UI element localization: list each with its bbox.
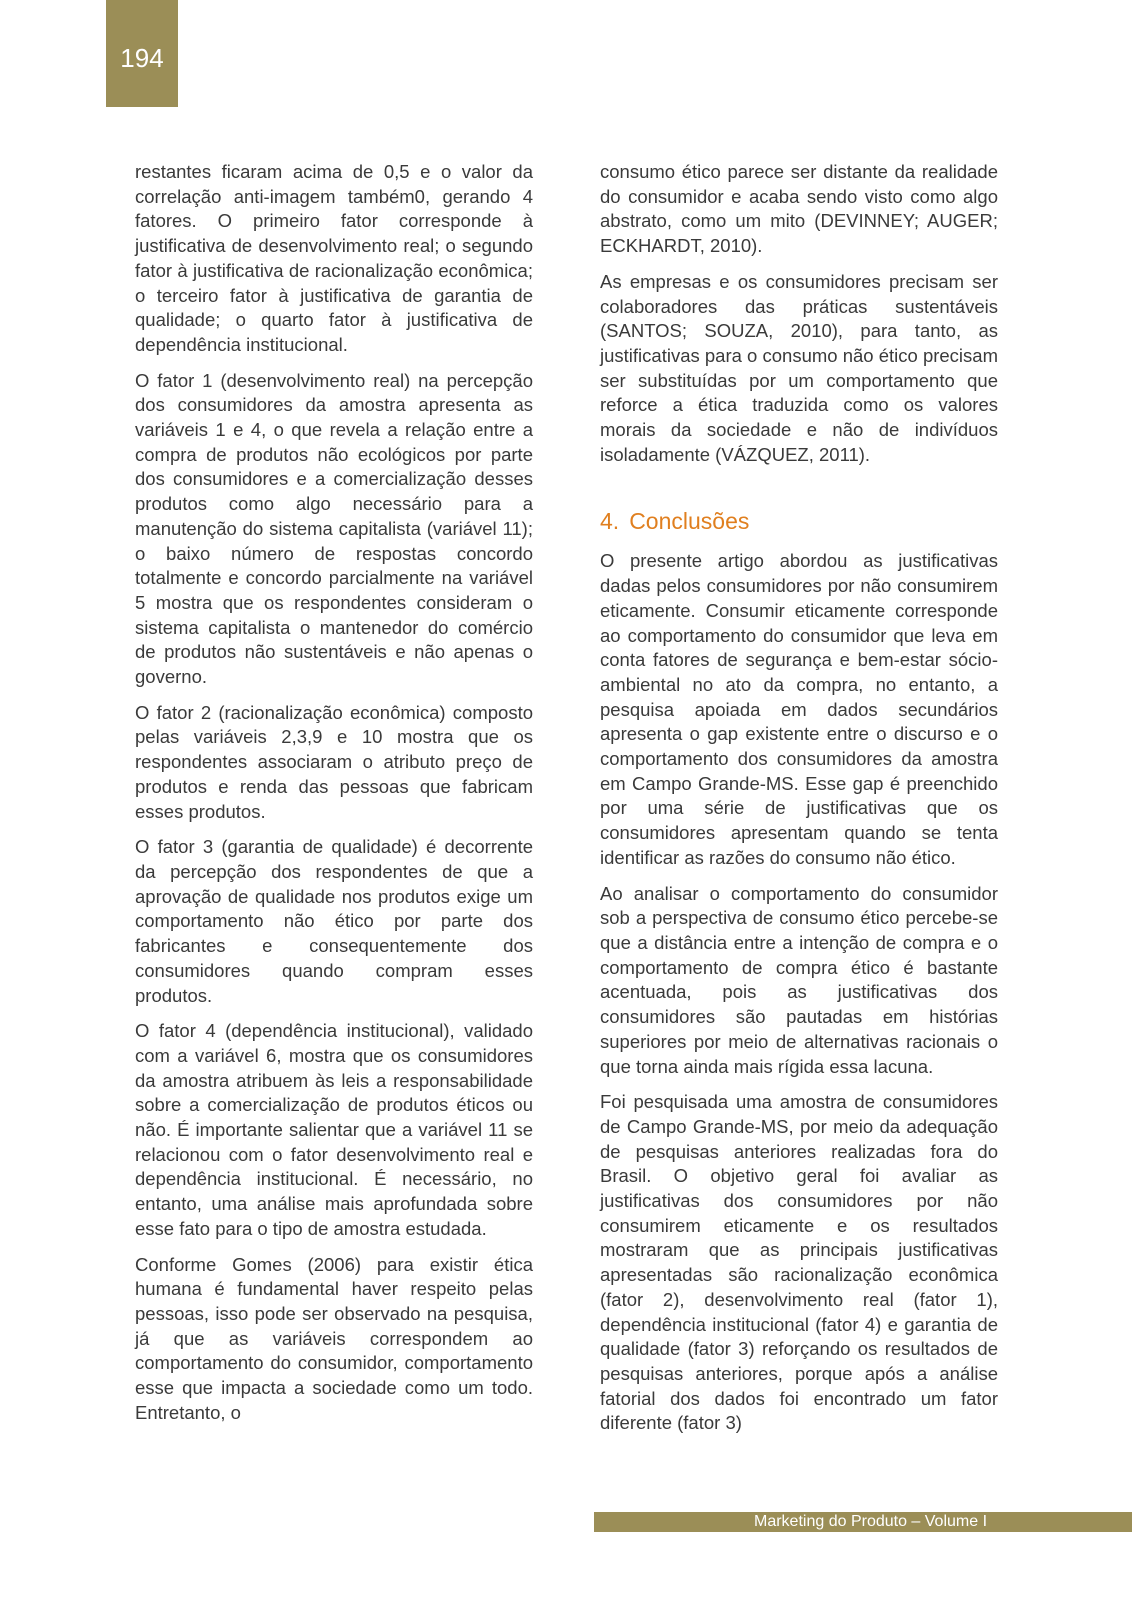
paragraph: consumo ético parece ser distante da realidade do consumidor e acaba sendo visto como algo abstrato, como um mito (DEVINNEY; AUGER; ECKHARDT, 2010). bbox=[600, 161, 998, 257]
paragraph: restantes ficaram acima de 0,5 e o valor da correlação anti-imagem também0, gerando 4 fatores. O primeiro fator corresponde à justificativa de desenvolvimento real; o segundo fator à justificativa de racionalização econômica; o terceiro fator à justificativa de garantia de qualidade; o quarto fator à justificativa de dependência institucional. bbox=[135, 161, 533, 355]
paragraph: O presente artigo abordou as justificativas dadas pelos consumidores por não consumirem eticamente. Consumir eticamente corresponde ao comportamento do consumidor que leva em conta fatores de segurança e bem-estar sócio-ambiental no ato da compra, no entanto, a pesquisa apoiada em dados secundários apresenta o gap existente entre o discurso e o comportamento dos consumidores da amostra em Campo Grande-MS. Esse gap é preenchido por uma série de justificativas que os consumidores apresentam quando se tenta identificar as razões do consumo não ético. bbox=[600, 550, 998, 868]
footer-bar bbox=[594, 1512, 1132, 1532]
paragraph: O fator 1 (desenvolvimento real) na percepção dos consumidores da amostra apresenta as variáveis 1 e 4, o que revela a relação entre a compra de produtos não ecológicos por parte dos consumidores e a comercialização desses produtos como algo necessário para a manutenção do sistema capitalista (variável 11); o baixo número de respostas concordo totalmente e concordo parcialmente na variável 5 mostra que os respondentes consideram o sistema capitalista o mantenedor do comércio de produtos não sustentáveis e não apenas o governo. bbox=[135, 369, 533, 688]
paragraph: O fator 3 (garantia de qualidade) é decorrente da percepção dos respondentes de que a aprovação de qualidade nos produtos exige um comportamento não ético por parte dos fabricantes e consequentemente dos consumidores quando compram esses produtos. bbox=[135, 836, 533, 1006]
paragraph: As empresas e os consumidores precisam ser colaboradores das práticas sustentáveis (SANTOS; SOUZA, 2010), para tanto, as justificativas para o consumo não ético precisam ser substituídas por um comportamento que reforce a ética traduzida como os valores morais da sociedade e não de indivíduos isoladamente (VÁZQUEZ, 2011). bbox=[600, 270, 998, 465]
section-heading bbox=[600, 507, 998, 535]
page-number-badge bbox=[106, 0, 178, 107]
page-number: 194 bbox=[120, 43, 164, 73]
paragraph: Foi pesquisada uma amostra de consumidores de Campo Grande-MS, por meio da adequação de pesquisas anteriores realizadas fora do Brasil. O objetivo geral foi avaliar as justificativas dos consumidores por não consumirem eticamente e os resultados mostraram que as principais justificativas apresentadas são racionalização econômica (fator 2), desenvolvimento real (fator 1), dependência institucional (fator 4) e garantia de qualidade (fator 3) reforçando os resultados de pesquisas anteriores, porque após a análise fatorial dos dados foi encontrado um fator diferente (fator 3) bbox=[600, 1091, 998, 1434]
left-column bbox=[135, 160, 533, 1436]
paragraph: O fator 4 (dependência institucional), validado com a variável 6, mostra que os consumidores da amostra atribuem às leis a responsabilidade sobre a comercialização de produtos éticos ou não. É importante salientar que a variável 11 se relacionou com o fator desenvolvimento real e dependência institucional. É necessário, no entanto, uma análise mais aprofundada sobre esse fato para o tipo de amostra estudada. bbox=[135, 1020, 533, 1239]
paragraph: Ao analisar o comportamento do consumidor sob a perspectiva de consumo ético percebe-se que a distância entre a intenção de compra e o comportamento de compra ético é bastante acentuada, pois as justificativas dos consumidores são pautadas em histórias superiores por meio de alternativas racionais o que torna ainda mais rígida essa lacuna. bbox=[600, 882, 998, 1077]
paragraph: Conforme Gomes (2006) para existir ética humana é fundamental haver respeito pelas pessoas, isso pode ser observado na pesquisa, já que as variáveis correspondem ao comportamento do consumidor, comportamento esse que impacta a sociedade como um todo. Entretanto, o bbox=[135, 1253, 533, 1423]
section-number: 4. bbox=[600, 508, 620, 535]
paragraph: O fator 2 (racionalização econômica) composto pelas variáveis 2,3,9 e 10 mostra que os respondentes associaram o atributo preço de produtos e renda das pessoas que fabricam esses produtos. bbox=[135, 701, 533, 822]
right-column bbox=[600, 160, 998, 1447]
section-title: Conclusões bbox=[629, 508, 750, 535]
footer-title: Marketing do Produto – Volume I bbox=[754, 1513, 988, 1530]
